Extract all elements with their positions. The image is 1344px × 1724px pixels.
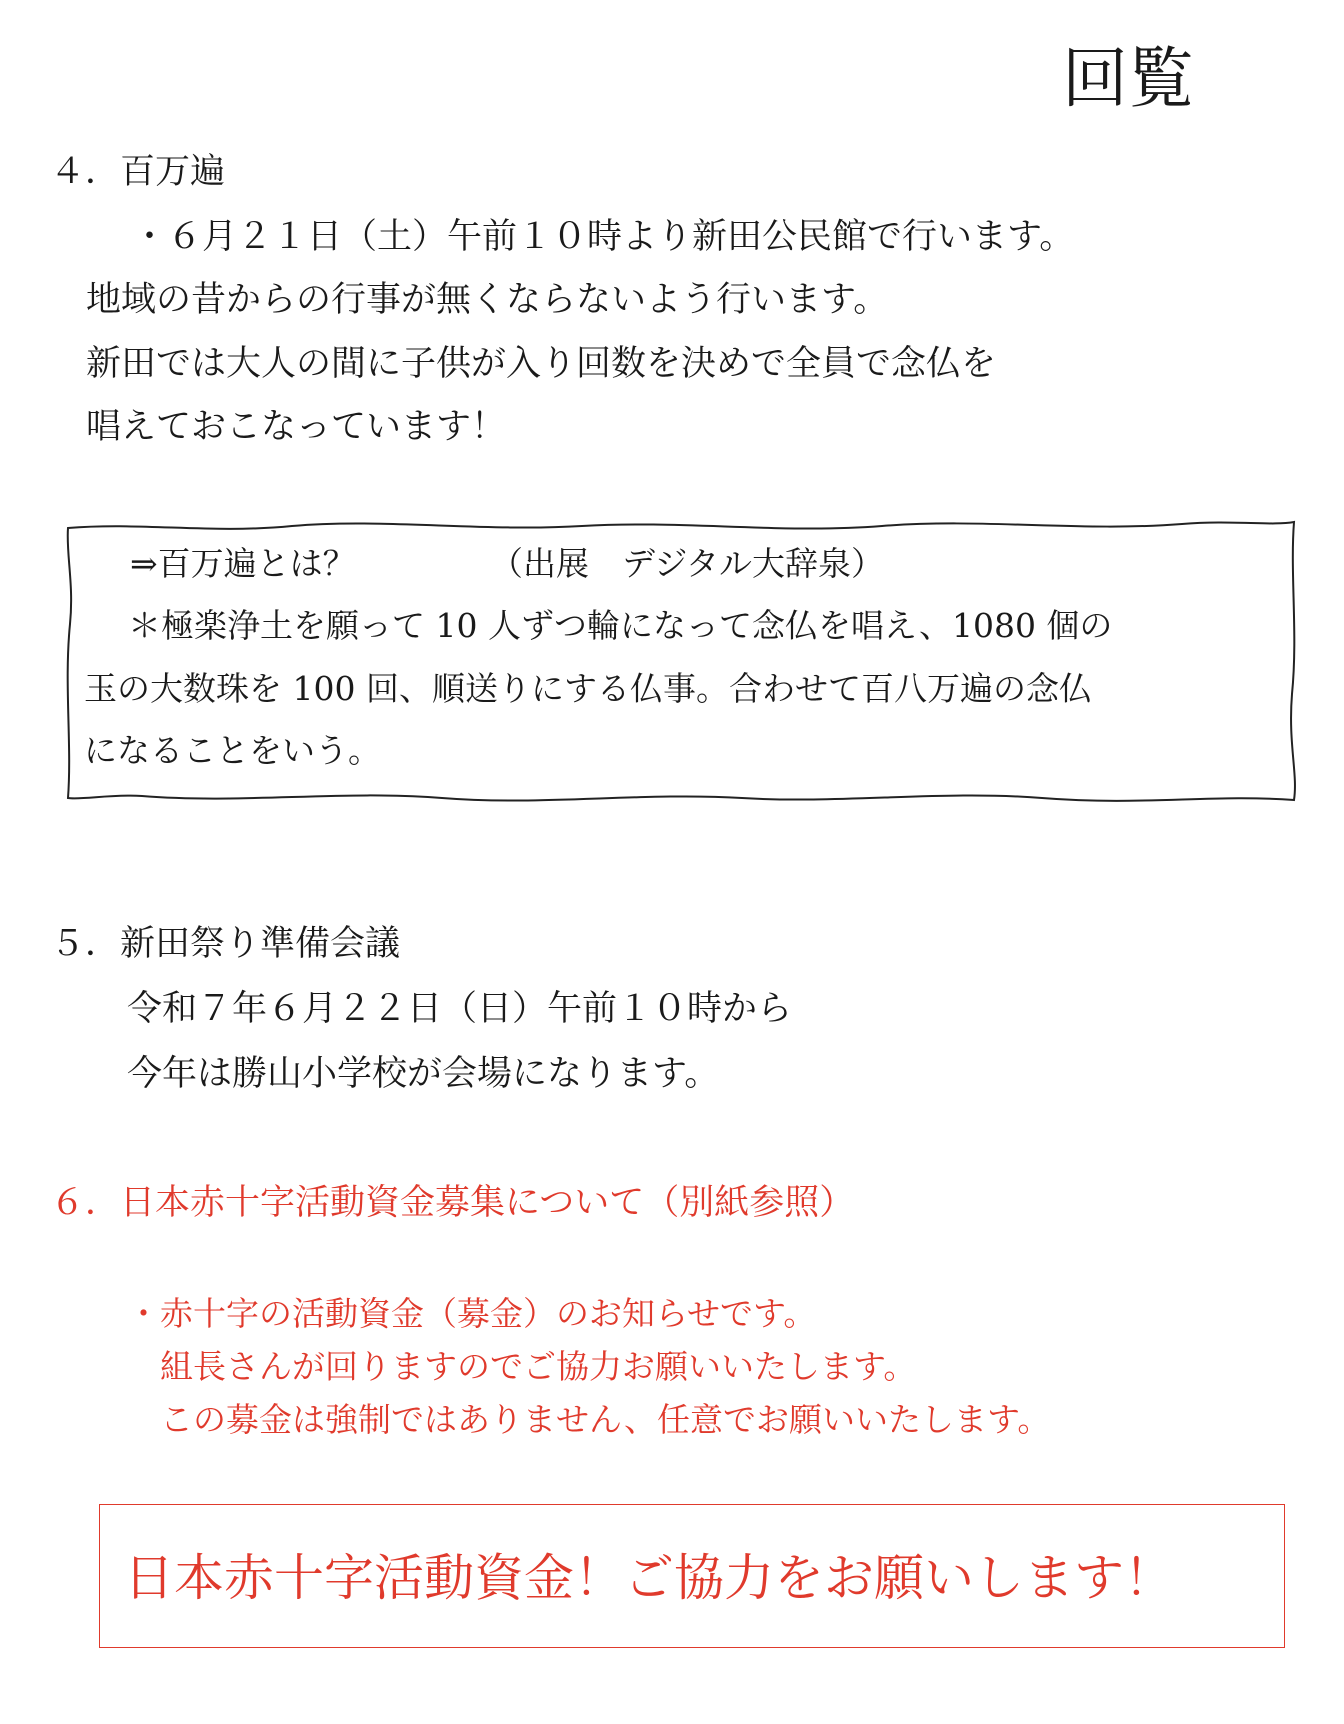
definition-line: 玉の大数珠を 100 回、順送りにする仏事。合わせて百八万遍の念仏 — [84, 669, 1092, 708]
section-4-line: 唱えておこなっています！ — [86, 407, 507, 447]
section-4-heading: ４．百万遍 — [50, 152, 226, 192]
section-5-line: 令和７年６月２２日（日）午前１０時から — [127, 989, 793, 1029]
definition-box — [62, 514, 1302, 806]
definition-line: ＊極楽浄土を願って 10 人ずつ輪になって念仏を唱え、1080 個の — [128, 606, 1113, 645]
section-5-line: 今年は勝山小学校が会場になります。 — [127, 1054, 720, 1094]
section-6-heading: ６．日本赤十字活動資金募集について（別紙参照） — [50, 1183, 855, 1223]
definition-line: になることをいう。 — [84, 731, 381, 770]
section-6-line: この募金は強制ではありません、任意でお願いいたします。 — [160, 1400, 1051, 1439]
section-4-line: 地域の昔からの行事が無くならないよう行います。 — [86, 280, 889, 320]
banner-text: 日本赤十字活動資金！ご協力をお願いします！ — [124, 1549, 1174, 1607]
definition-title: ⇒百万遍とは？ — [130, 544, 356, 583]
section-4-line: 新田では大人の間に子供が入り回数を決めで全員で念仏を — [86, 344, 997, 384]
section-6-line: ・赤十字の活動資金（募金）のお知らせです。 — [127, 1294, 817, 1333]
donation-banner — [99, 1504, 1285, 1648]
section-6-line: 組長さんが回りますのでご協力お願いいたします。 — [160, 1347, 917, 1386]
page-title: 回覧 — [1062, 40, 1194, 117]
section-5-heading: ５．新田祭り準備会議 — [50, 924, 401, 964]
section-4-line: ・６月２１日（土）午前１０時より新田公民館で行います。 — [132, 217, 1075, 257]
definition-source: （出展 デジタル大辞泉） — [490, 544, 885, 583]
